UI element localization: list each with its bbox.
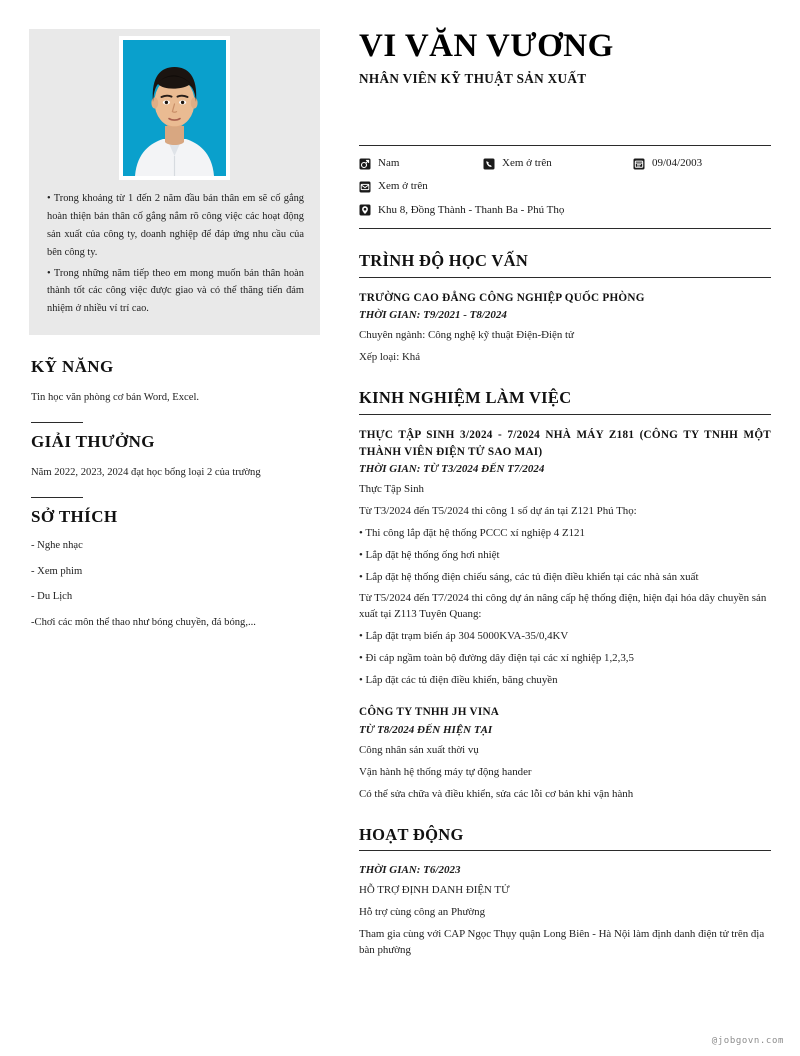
left-sections [29,357,320,630]
experience-line: • Lắp đặt các tủ điện điều khiển, băng chuyền [359,673,558,686]
experience-entry [359,704,771,802]
activities-divider [359,850,771,851]
education-grade: Xếp loại: Khá [359,351,421,364]
education-time: THỜI GIAN: T9/2021 - T8/2024 [359,309,507,322]
photo-frame [119,36,230,180]
contact-email-value: Xem ở trên [378,180,428,193]
education-school: TRƯỜNG CAO ĐẲNG CÔNG NGHIỆP QUỐC PHÒNG [359,291,645,304]
experience-line: • Đi cáp ngầm toàn bộ đường dây điện tại các xí nghiệp 1,2,3,5 [359,651,634,664]
section-activities [359,825,771,959]
experience-line: • Lắp đặt trạm biến áp 304 5000KVA-35/0,4KV [359,630,569,643]
experience-line: • Thi công lắp đặt hệ thống PCCC xí nghiệp 4 Z121 [359,526,585,539]
contact-row [359,204,771,217]
contact-gender-value: Nam [378,157,400,170]
contact-address [359,204,564,217]
activities-time: THỜI GIAN: T6/2023 [359,864,461,877]
activities-heading: HOẠT ĐỘNG [359,824,464,844]
experience-line: Thực Tập Sinh [359,483,424,496]
experience-org: THỰC TẬP SINH 3/2024 - 7/2024 NHÀ MÁY Z181 (CÔNG TY TNHH MỘT THÀNH VIÊN ĐIỆN TỬ SAO MAI) [359,428,771,458]
objective-paragraph-2: • Trong những năm tiếp theo em mong muốn bản thân hoàn thành tốt các công việc được giao và có thể thăng tiến đảm nhiệm ở nhiều ví trí cao. [47,267,304,315]
list-item: - Xem phim [31,565,83,577]
phone-icon [483,158,495,170]
job-title: NHÂN VIÊN KỸ THUẬT SẢN XUẤT [359,71,587,87]
skills-text: Tin học văn phòng cơ bản Word, Excel. [31,391,200,403]
contact-gender [359,157,483,170]
section-hobbies [31,497,318,630]
hobbies-list [31,539,318,630]
contact-phone-value: Xem ở trên [502,157,552,170]
contact-bottom-divider [359,228,771,229]
section-skills [31,357,318,406]
education-entry [359,290,771,366]
activities-line: Tham gia cùng với CAP Ngọc Thụy quận Long Biên - Hà Nội làm định danh điện tử trên địa bàn phường [359,928,765,956]
experience-line: Vận hành hệ thống máy tự động hander [359,766,532,779]
education-heading: TRÌNH ĐỘ HỌC VẤN [359,250,529,270]
email-icon [359,181,371,193]
experience-line: Từ T5/2024 đến T7/2024 thi công dự án nâng cấp hệ thống điện, hiện đại hóa dây chuyền sản xuất tại Z113 Tuyên Quang: [359,592,767,621]
location-icon [359,204,371,216]
list-item: - Du Lịch [31,591,73,603]
awards-heading: GIẢI THƯỞNG [31,432,155,452]
calendar-icon [633,158,645,170]
experience-entry [359,427,771,689]
experience-line: Từ T3/2024 đến T5/2024 thi công 1 số dự án tại Z121 Phú Thọ: [359,505,637,518]
experience-time: THỜI GIAN: TỪ T3/2024 ĐẾN T7/2024 [359,463,545,476]
section-education [359,251,771,366]
skills-heading: KỸ NĂNG [31,357,114,377]
photo-container [29,29,320,190]
hobbies-divider [31,497,83,498]
profile-panel [29,29,320,335]
awards-text: Năm 2022, 2023, 2024 đạt học bổng loại 2 của trường [31,466,261,478]
contact-email [359,180,428,193]
experience-line: Có thể sửa chữa và điều khiển, sửa các lỗi cơ bản khi vận hành [359,787,634,800]
experience-line: • Lắp đặt hệ thống ống hơi nhiệt [359,548,500,561]
experience-time: TỪ T8/2024 ĐẾN HIỆN TẠI [359,724,493,737]
contact-birthday [633,157,702,170]
experience-org: CÔNG TY TNHH JH VINA [359,706,500,719]
activities-title: HỖ TRỢ ĐỊNH DANH ĐIỆN TỬ [359,884,510,897]
experience-heading: KINH NGHIỆM LÀM VIỆC [359,388,572,408]
contact-row [359,180,771,193]
page-title: VI VĂN VƯƠNG [359,28,614,64]
education-divider [359,277,771,278]
contact-block [359,145,771,229]
hobbies-heading: SỞ THÍCH [31,507,118,527]
education-major: Chuyên ngành: Công nghệ kỹ thuật Điện-Điện tử [359,329,574,342]
list-item: - Nghe nhạc [31,539,83,551]
awards-divider [31,422,83,423]
profile-photo [123,40,226,176]
footer-watermark: @jobgovn.com [711,1036,784,1046]
contact-birthday-value: 09/04/2003 [652,157,703,170]
contact-row [359,157,771,170]
contact-rows [359,146,771,228]
experience-line: Công nhân sản xuất thời vụ [359,744,479,757]
experience-line: • Lắp đặt hệ thống điện chiếu sáng, các tủ điện điều khiển tại các nhà sản xuất [359,570,699,583]
list-item: -Chơi các môn thể thao như bóng chuyền, đá bóng,... [31,617,256,629]
right-column [359,28,771,959]
gender-icon [359,158,371,170]
section-experience [359,388,771,803]
experience-divider [359,414,771,415]
contact-address-value: Khu 8, Đồng Thành - Thanh Ba - Phú Thọ [378,203,565,216]
contact-phone [483,157,633,170]
activities-line: Hỗ trợ cùng công an Phường [359,906,486,919]
activities-entry [359,863,771,958]
section-awards [31,422,318,481]
left-column [29,29,320,642]
career-objective [29,190,320,318]
objective-paragraph-1: • Trong khoảng từ 1 đến 2 năm đầu bản thân em sẽ cố gắng hoàn thiện bản thân cố gắng nắm rõ công việc các hoạt động sản xuất của công ty, doanh nghiệp để đáp ứng nhu cầu của bên công ty. [47,193,304,258]
